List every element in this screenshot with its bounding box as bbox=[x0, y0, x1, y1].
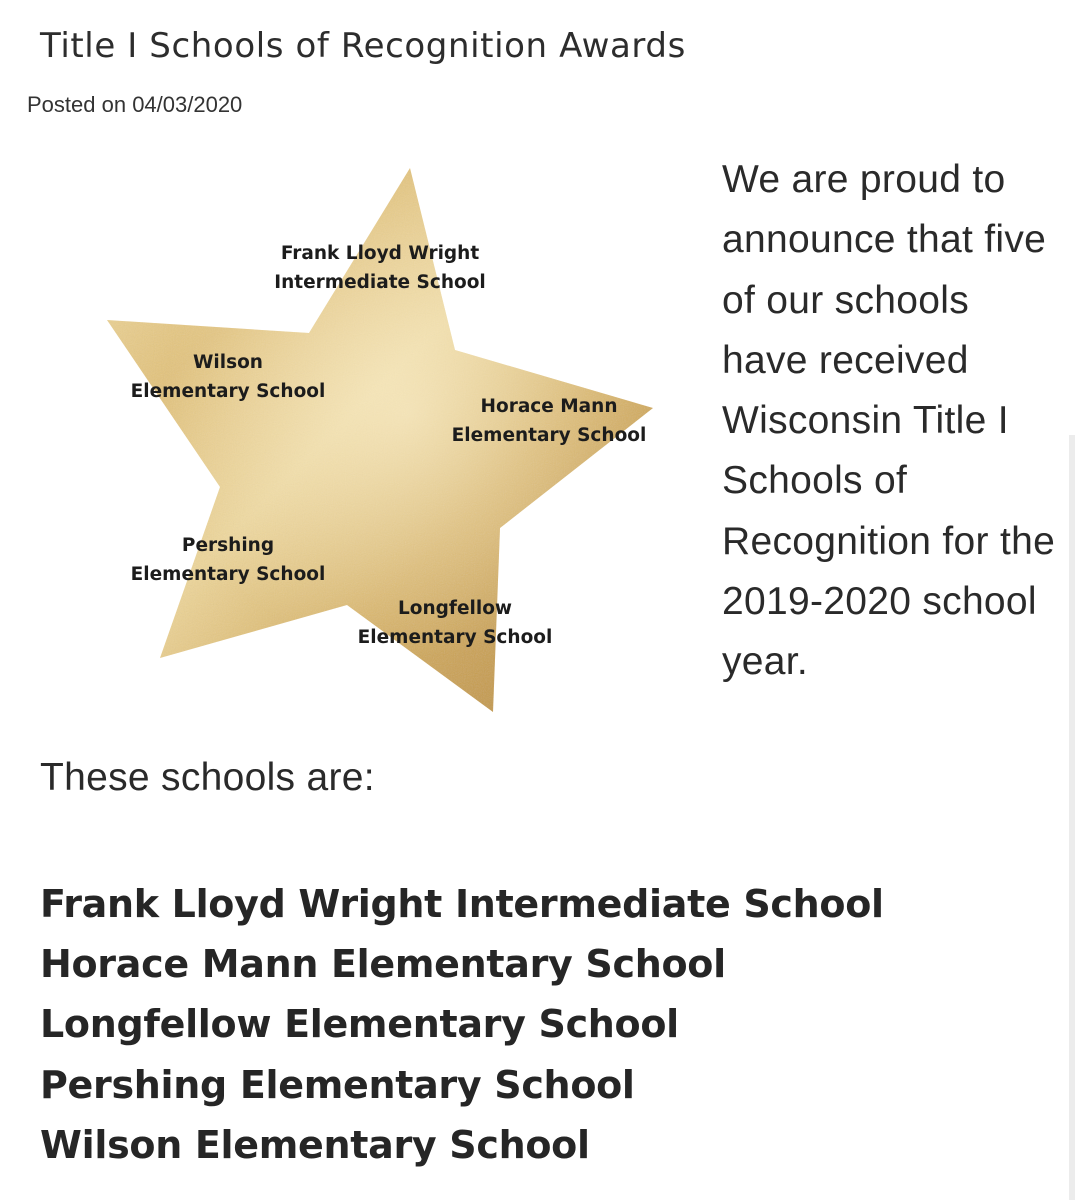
star-label-horace-line1: Horace Mann bbox=[480, 396, 618, 417]
star-label-pershing-line2: Elementary School bbox=[130, 564, 326, 585]
school-list-item: Horace Mann Elementary School bbox=[40, 942, 726, 987]
intro-paragraph: We are proud to announce that five of our schools have received Wisconsin Title I Schools of Recognition for the 2019-2020 school year. bbox=[722, 158, 1056, 684]
star-label-wilson-line1: Wilson bbox=[193, 352, 263, 373]
scrollbar[interactable] bbox=[1069, 435, 1075, 1200]
page-title: Title I Schools of Recognition Awards bbox=[40, 26, 686, 66]
school-list-item: Longfellow Elementary School bbox=[40, 1002, 679, 1047]
school-list-item: Pershing Elementary School bbox=[40, 1062, 635, 1107]
gold-star-graphic bbox=[100, 160, 660, 720]
school-list-item: Wilson Elementary School bbox=[40, 1122, 590, 1167]
posted-date: Posted on 04/03/2020 bbox=[27, 92, 243, 117]
star-label-frank-line1: Frank Lloyd Wright bbox=[280, 243, 480, 264]
star-label-horace-line2: Elementary School bbox=[451, 425, 647, 446]
school-list bbox=[40, 874, 884, 1175]
star-label-pershing-line1: Pershing bbox=[181, 535, 275, 556]
star-label-frank-line2: Intermediate School bbox=[274, 272, 486, 293]
star-label-longfellow-line1: Longfellow bbox=[398, 598, 512, 619]
school-list-item: Frank Lloyd Wright Intermediate School bbox=[40, 882, 884, 926]
star-label-wilson-line2: Elementary School bbox=[130, 381, 326, 402]
schools-heading: These schools are: bbox=[40, 756, 375, 799]
star-label-longfellow-line2: Elementary School bbox=[357, 627, 553, 648]
